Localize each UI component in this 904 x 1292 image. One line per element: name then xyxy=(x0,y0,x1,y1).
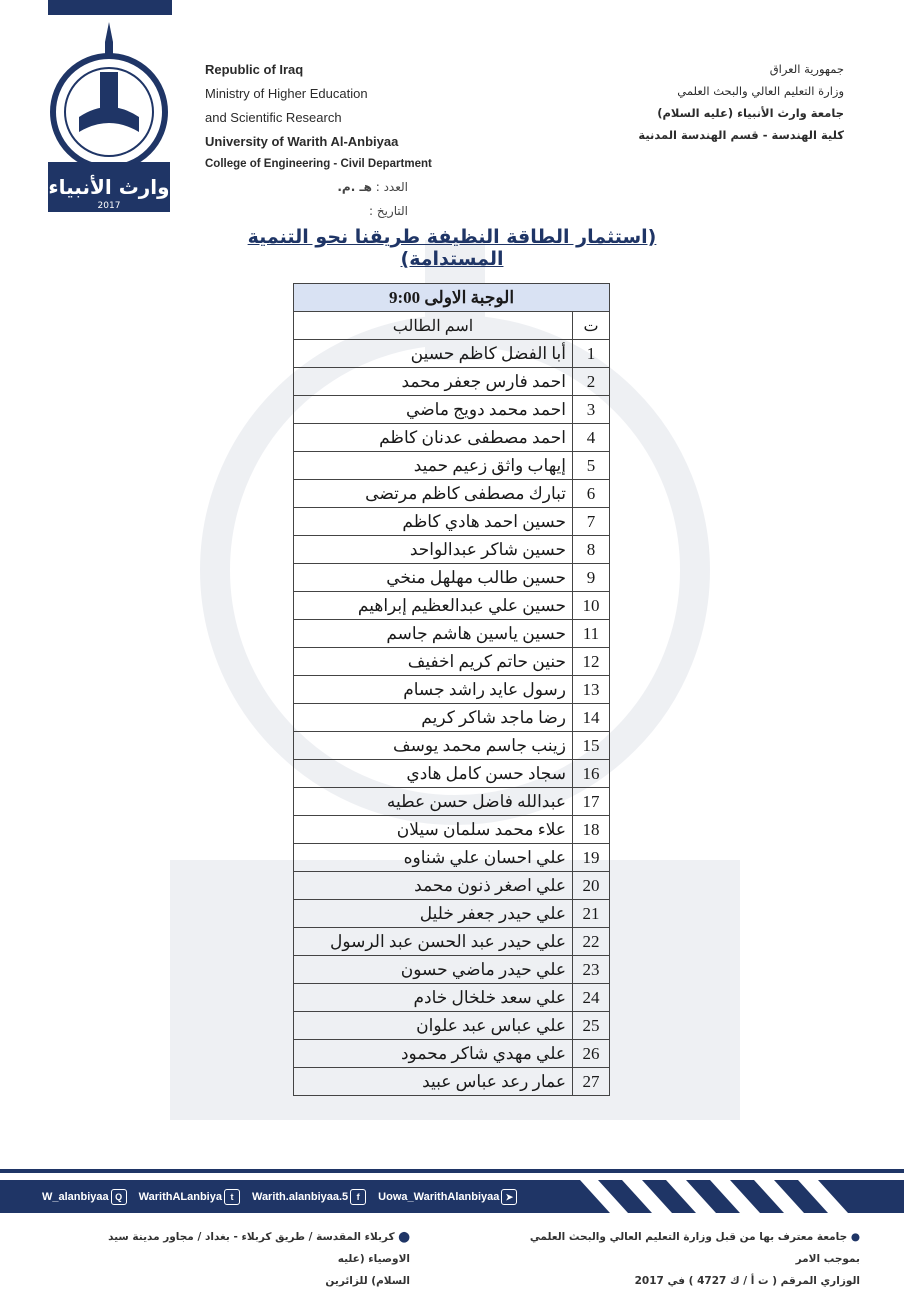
student-name: احمد فارس جعفر محمد xyxy=(294,368,573,396)
table-row xyxy=(294,620,610,648)
table-row xyxy=(294,676,610,704)
document-title: (استثمار الطاقة النظيفة طريقنا نحو التنمية المستدامة) xyxy=(247,226,657,270)
reference-number: العدد : هـ .م. xyxy=(337,180,408,194)
row-number: 2 xyxy=(573,368,610,396)
table-row xyxy=(294,872,610,900)
table-row xyxy=(294,900,610,928)
student-name: حسين احمد هادي كاظم xyxy=(294,508,573,536)
table-row xyxy=(294,508,610,536)
table-row xyxy=(294,816,610,844)
accreditation-note: ● جامعة معترف بها من قبل وزارة التعليم العالي والبحث العلمي بموجب الامر الوزاري المرقم ( ت أ / ك 4727 ) في 2017 xyxy=(529,1231,860,1287)
student-name: علي مهدي شاكر محمود xyxy=(294,1040,573,1068)
table-row xyxy=(294,928,610,956)
table-row xyxy=(294,956,610,984)
row-number: 7 xyxy=(573,508,610,536)
row-number: 8 xyxy=(573,536,610,564)
row-number: 20 xyxy=(573,872,610,900)
table-row xyxy=(294,732,610,760)
student-name: تبارك مصطفى كاظم مرتضى xyxy=(294,480,573,508)
table-row xyxy=(294,704,610,732)
twitter-icon: t xyxy=(224,1189,240,1205)
table-row xyxy=(294,452,610,480)
row-number: 12 xyxy=(573,648,610,676)
student-name: رضا ماجد شاكر كريم xyxy=(294,704,573,732)
decorative-stripes xyxy=(580,1180,904,1213)
row-number: 21 xyxy=(573,900,610,928)
row-number: 14 xyxy=(573,704,610,732)
student-name: علي حيدر جعفر خليل xyxy=(294,900,573,928)
university-en: University of Warith Al-Anbiyaa xyxy=(205,134,399,149)
ministry-ar: وزارة التعليم العالي والبحث العلمي xyxy=(677,84,844,98)
social-link[interactable]: W_alanbiyaa Q xyxy=(42,1189,127,1205)
student-name: حسين علي عبدالعظيم إبراهيم xyxy=(294,592,573,620)
group-header: الوجبة الاولى 9:00 xyxy=(294,284,610,312)
row-number: 15 xyxy=(573,732,610,760)
table-row xyxy=(294,984,610,1012)
college-ar: كلية الهندسة - قسم الهندسة المدنية xyxy=(638,128,844,142)
address: ⬤ كربلاء المقدسة / طريق كربلاء - بغداد / مجاور مدينة سيد الاوصياء (عليه السلام) للزائرين xyxy=(108,1231,410,1287)
student-name: عبدالله فاضل حسن عطيه xyxy=(294,788,573,816)
header-arabic xyxy=(638,58,844,146)
student-name: حسين طالب مهلهل منخي xyxy=(294,564,573,592)
location-pin-icon: ⬤ xyxy=(398,1231,410,1243)
row-number: 10 xyxy=(573,592,610,620)
student-name: علي اصغر ذنون محمد xyxy=(294,872,573,900)
student-name: احمد محمد دويج ماضي xyxy=(294,396,573,424)
row-number: 9 xyxy=(573,564,610,592)
table-row xyxy=(294,1012,610,1040)
student-name: علي عباس عبد علوان xyxy=(294,1012,573,1040)
student-name: علاء محمد سلمان سيلان xyxy=(294,816,573,844)
telegram-icon: ➤ xyxy=(501,1189,517,1205)
student-name: علي حيدر عبد الحسن عبد الرسول xyxy=(294,928,573,956)
facebook-icon: f xyxy=(350,1189,366,1205)
country-en: Republic of Iraq xyxy=(205,62,304,77)
table-row xyxy=(294,536,610,564)
table-row xyxy=(294,844,610,872)
row-number: 18 xyxy=(573,816,610,844)
table-row xyxy=(294,396,610,424)
student-name: سجاد حسن كامل هادي xyxy=(294,760,573,788)
student-name: حسين شاكر عبدالواحد xyxy=(294,536,573,564)
social-link[interactable]: WarithALanbiya t xyxy=(139,1189,240,1205)
table-row xyxy=(294,340,610,368)
university-logo xyxy=(44,22,174,218)
svg-text:2017: 2017 xyxy=(97,201,121,211)
table-row xyxy=(294,424,610,452)
row-number: 5 xyxy=(573,452,610,480)
table-row xyxy=(294,1040,610,1068)
row-number: 19 xyxy=(573,844,610,872)
university-ar: جامعة وارث الأنبياء (عليه السلام) xyxy=(657,106,844,120)
student-name: علي حيدر ماضي حسون xyxy=(294,956,573,984)
row-number: 27 xyxy=(573,1068,610,1096)
student-name: أبا الفضل كاظم حسين xyxy=(294,340,573,368)
svg-text:وارث الأنبياء: وارث الأنبياء xyxy=(48,175,170,199)
social-link[interactable]: Uowa_WarithAlanbiyaa ➤ xyxy=(378,1189,517,1205)
bullet-icon: ● xyxy=(850,1231,860,1243)
college-en: College of Engineering - Civil Department xyxy=(205,158,432,170)
column-header-row xyxy=(294,312,610,340)
row-number: 25 xyxy=(573,1012,610,1040)
student-name: رسول عايد راشد جسام xyxy=(294,676,573,704)
student-name: حنين حاتم كريم اخفيف xyxy=(294,648,573,676)
row-number: 26 xyxy=(573,1040,610,1068)
row-number: 17 xyxy=(573,788,610,816)
row-number: 23 xyxy=(573,956,610,984)
country-ar: جمهورية العراق xyxy=(769,62,844,76)
student-name: إيهاب واثق زعيم حميد xyxy=(294,452,573,480)
table-row xyxy=(294,592,610,620)
header-english xyxy=(205,58,432,174)
student-name: احمد مصطفى عدنان كاظم xyxy=(294,424,573,452)
date-label: التاريخ : xyxy=(368,204,408,218)
student-name: علي سعد خلخال خادم xyxy=(294,984,573,1012)
col-name-header: اسم الطالب xyxy=(294,312,573,340)
row-number: 13 xyxy=(573,676,610,704)
table-row xyxy=(294,648,610,676)
row-number: 24 xyxy=(573,984,610,1012)
row-number: 22 xyxy=(573,928,610,956)
row-number: 6 xyxy=(573,480,610,508)
table-row xyxy=(294,788,610,816)
table-row xyxy=(294,480,610,508)
footer-divider xyxy=(0,1169,904,1173)
top-accent-bar xyxy=(48,0,172,15)
row-number: 3 xyxy=(573,396,610,424)
social-link[interactable]: Warith.alanbiyaa.5 f xyxy=(252,1189,366,1205)
ministry-en-1: Ministry of Higher Education xyxy=(205,86,368,101)
table-row xyxy=(294,564,610,592)
row-number: 1 xyxy=(573,340,610,368)
student-name: حسين ياسين هاشم جاسم xyxy=(294,620,573,648)
student-name: عمار رعد عباس عبيد xyxy=(294,1068,573,1096)
footer-social-band xyxy=(0,1180,904,1213)
row-number: 16 xyxy=(573,760,610,788)
student-name: زينب جاسم محمد يوسف xyxy=(294,732,573,760)
col-no-header: ت xyxy=(573,312,610,340)
ministry-en-2: and Scientific Research xyxy=(205,110,342,125)
row-number: 4 xyxy=(573,424,610,452)
student-name: علي احسان علي شناوه xyxy=(294,844,573,872)
row-number: 11 xyxy=(573,620,610,648)
students-table xyxy=(293,283,610,1096)
search-icon: Q xyxy=(111,1189,127,1205)
table-row xyxy=(294,1068,610,1096)
social-links xyxy=(42,1180,517,1213)
table-row xyxy=(294,368,610,396)
table-row xyxy=(294,760,610,788)
